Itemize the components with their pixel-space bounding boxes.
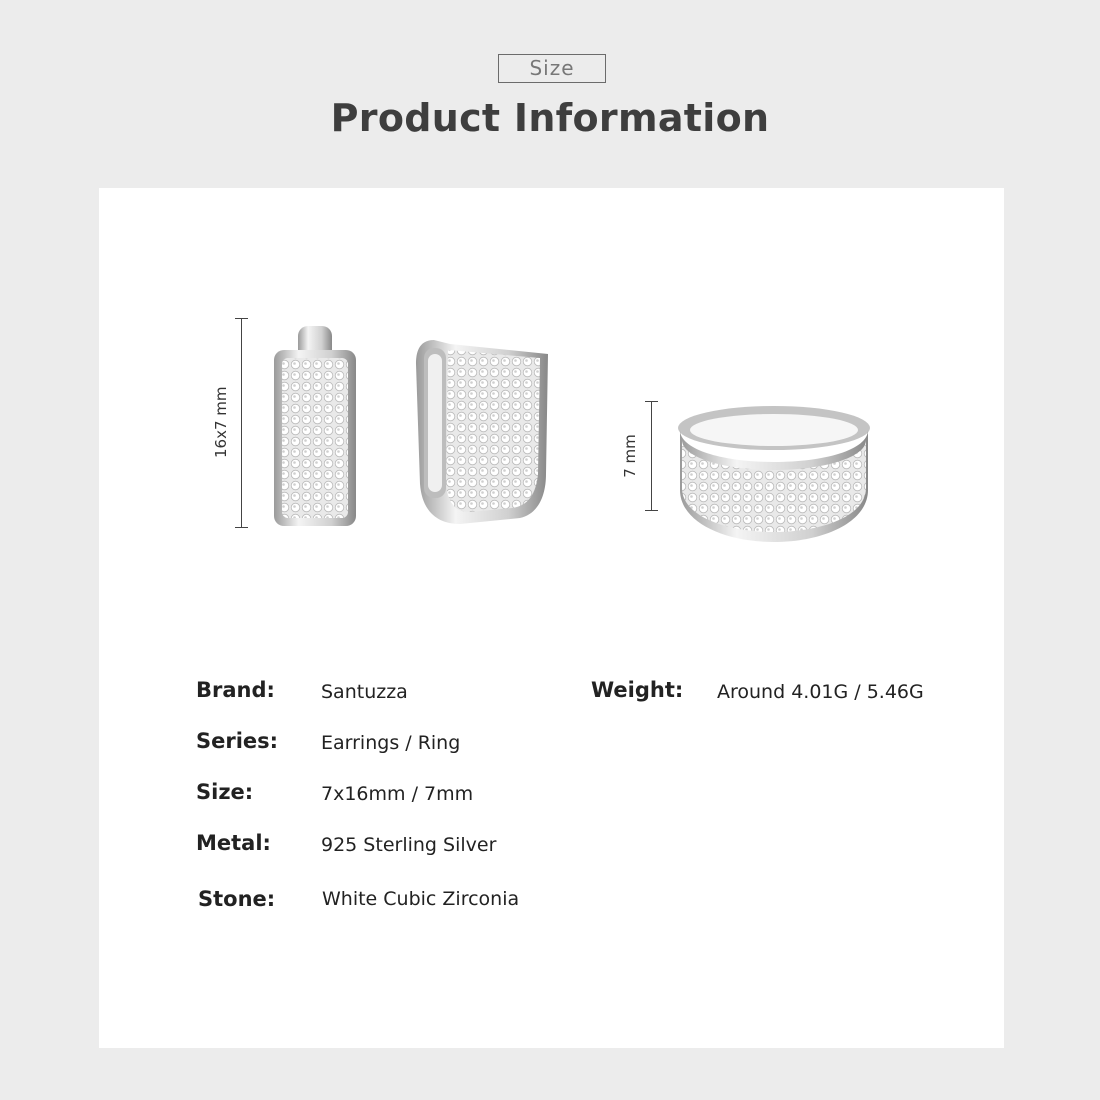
stone-label: Stone: bbox=[198, 887, 276, 911]
series-label: Series: bbox=[196, 729, 279, 753]
size-label: Size: bbox=[196, 780, 254, 804]
weight-value: Around 4.01G / 5.46G bbox=[717, 681, 924, 703]
brand-value: Santuzza bbox=[321, 681, 408, 703]
ring-image bbox=[676, 404, 872, 546]
earring-dimension-line bbox=[235, 318, 249, 528]
product-panel bbox=[99, 188, 1004, 1048]
weight-label: Weight: bbox=[591, 678, 684, 702]
earring-front-image bbox=[268, 326, 362, 530]
brand-label: Brand: bbox=[196, 678, 275, 702]
ring-dimension-line bbox=[645, 401, 659, 511]
series-value: Earrings / Ring bbox=[321, 732, 461, 754]
earring-side-image bbox=[412, 334, 554, 530]
metal-value: 925 Sterling Silver bbox=[321, 834, 497, 856]
page-title: Product Information bbox=[330, 96, 770, 140]
ring-dimension-label: 7 mm bbox=[621, 434, 639, 478]
earring-dimension-label: 16x7 mm bbox=[212, 386, 230, 458]
size-tag: Size bbox=[498, 54, 606, 83]
metal-label: Metal: bbox=[196, 831, 271, 855]
stone-value: White Cubic Zirconia bbox=[322, 888, 520, 910]
size-value: 7x16mm / 7mm bbox=[321, 783, 474, 805]
